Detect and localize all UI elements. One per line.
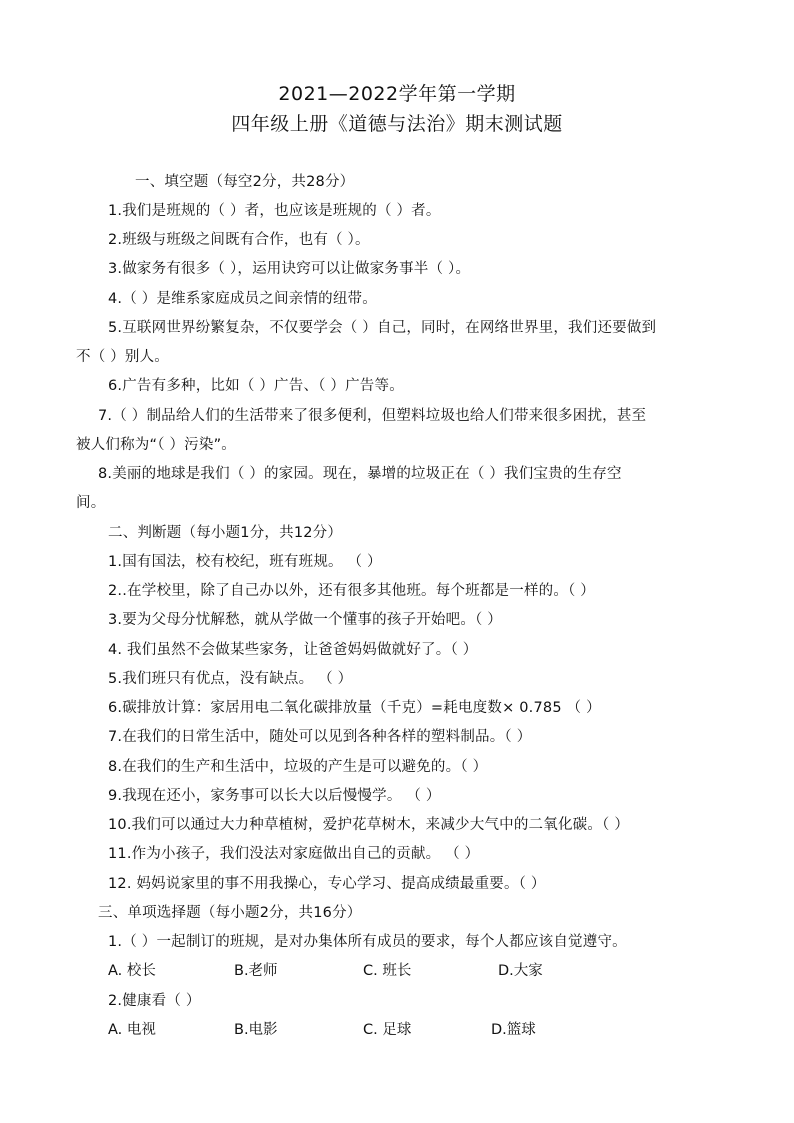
judge-question-11: 11.作为小孩子，我们没法对家庭做出自己的贡献。 （ ） [108, 846, 480, 862]
judge-question-5: 5.我们班只有优点，没有缺点。 （ ） [108, 671, 353, 687]
judge-question-6: 6.碳排放计算：家居用电二氧化碳排放量（千克）=耗电度数× 0.785 （ ） [108, 700, 601, 716]
fill-question-6: 6.广告有多种，比如（ ）广告、（ ）广告等。 [108, 378, 404, 394]
choice-2-option-a: A. 电视 [108, 1022, 156, 1038]
fill-question-3: 3.做家务有很多（ ），运用诀窍可以让做家务事半（ ）。 [108, 261, 471, 277]
judge-question-2: 2..在学校里，除了自己办以外，还有很多其他班。每个班都是一样的。（ ） [108, 583, 595, 599]
fill-question-5-line1: 5.互联网世界纷繁复杂，不仅要学会（ ）自己，同时，在网络世界里，我们还要做到 [108, 320, 657, 336]
judge-question-8: 8.在我们的生产和生活中，垃圾的产生是可以避免的。（ ） [108, 759, 488, 775]
choice-2-option-b: B.电影 [234, 1022, 278, 1038]
choice-1-option-d: D.大家 [498, 963, 543, 979]
judge-question-7: 7.在我们的日常生活中，随处可以见到各种各样的塑料制品。（ ） [108, 729, 532, 745]
choice-question-2-options [108, 1021, 608, 1039]
choice-question-2: 2.健康看（ ） [108, 993, 201, 1009]
choice-1-option-b: B.老师 [234, 963, 278, 979]
fill-question-7-line2: 被人们称为“（ ）污染”。 [76, 437, 236, 453]
fill-question-5-line2: 不（ ）别人。 [76, 349, 170, 365]
judge-question-1: 1.国有国法，校有校纪，班有班规。 （ ） [108, 554, 382, 570]
section1-heading: 一、填空题（每空2分，共28分） [135, 174, 355, 190]
exam-subject-title: 四年级上册《道德与法治》期末测试题 [231, 113, 563, 135]
fill-question-1: 1.我们是班规的（ ）者，也应该是班规的（ ）者。 [108, 203, 441, 219]
fill-question-8-line1: 8.美丽的地球是我们（ ）的家园。现在，暴增的垃圾正在（ ）我们宝贵的生存空 [98, 466, 622, 482]
judge-question-9: 9.我现在还小，家务事可以长大以后慢慢学。 （ ） [108, 788, 441, 804]
section3-heading: 三、单项选择题（每小题2分，共16分） [98, 905, 362, 921]
choice-question-1-options [108, 962, 608, 980]
fill-question-4: 4.（ ）是维系家庭成员之间亲情的纽带。 [108, 291, 377, 307]
choice-1-option-c: C. 班长 [363, 963, 412, 979]
fill-question-7-line1: 7.（ ）制品给人们的生活带来了很多便利，但塑料垃圾也给人们带来很多困扰，甚至 [98, 408, 647, 424]
section2-heading: 二、判断题（每小题1分，共12分） [108, 525, 343, 541]
choice-1-option-a: A. 校长 [108, 963, 156, 979]
fill-question-2: 2.班级与班级之间既有合作，也有（ ）。 [108, 232, 370, 248]
judge-question-12: 12. 妈妈说家里的事不用我操心，专心学习、提高成绩最重要。（ ） [108, 876, 546, 892]
choice-2-option-d: D.篮球 [491, 1022, 536, 1038]
exam-term-title: 2021—2022学年第一学期 [278, 83, 516, 105]
judge-question-3: 3.要为父母分忧解愁，就从学做一个懂事的孩子开始吧。（ ） [108, 612, 502, 628]
judge-question-10: 10.我们可以通过大力种草植树，爱护花草树木，来减少大气中的二氧化碳。（ ） [108, 817, 630, 833]
choice-2-option-c: C. 足球 [363, 1022, 412, 1038]
choice-question-1: 1.（ ）一起制订的班规，是对办集体所有成员的要求，每个人都应该自觉遵守。 [108, 934, 627, 950]
judge-question-4: 4. 我们虽然不会做某些家务，让爸爸妈妈做就好了。（ ） [108, 642, 478, 658]
fill-question-8-line2: 间。 [76, 495, 106, 511]
